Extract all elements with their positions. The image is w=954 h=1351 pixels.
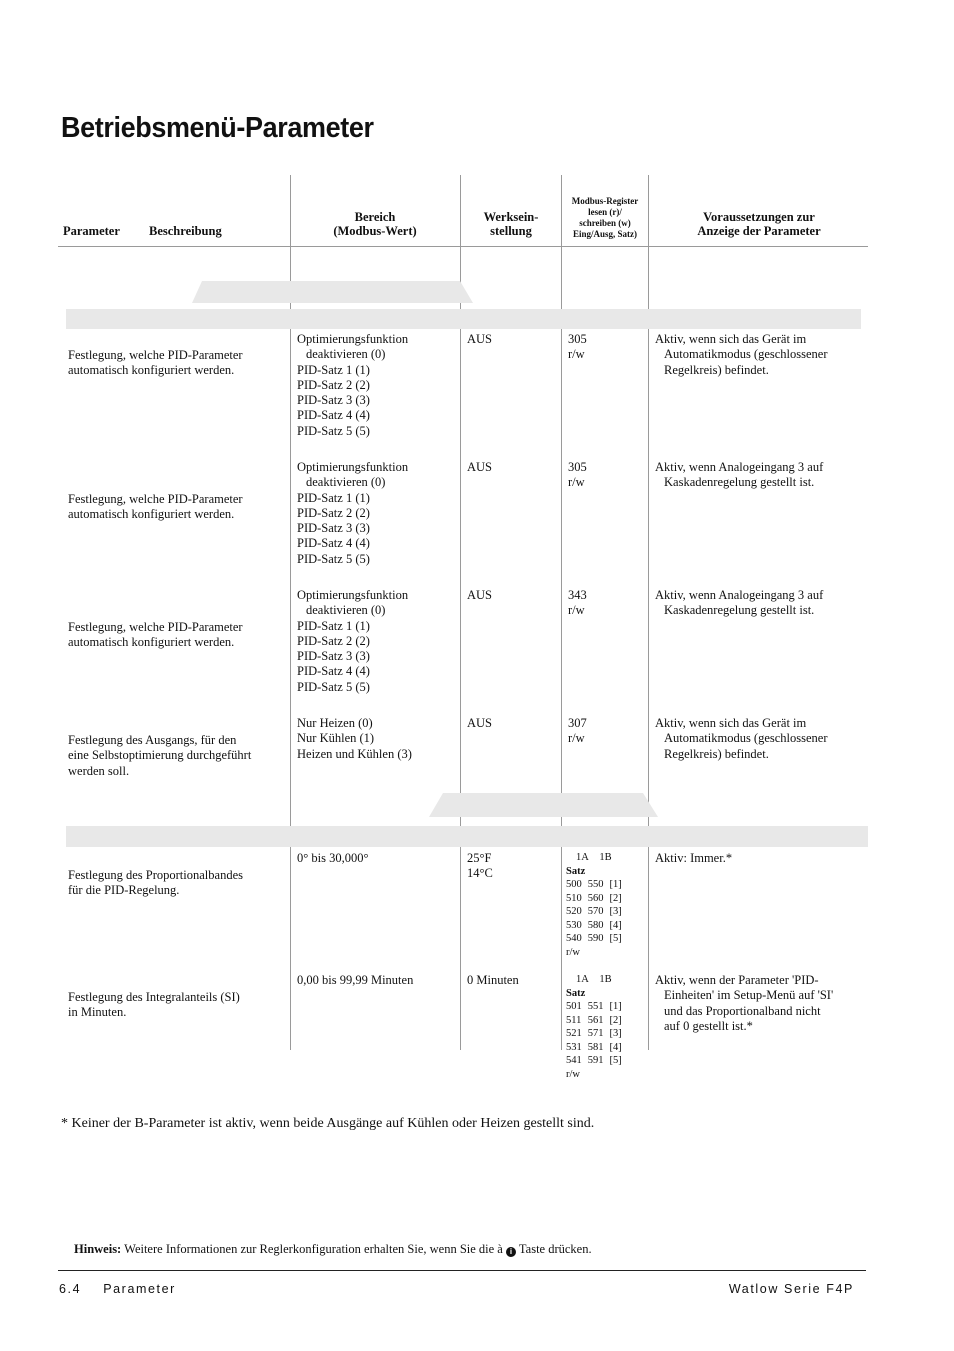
header-default: Werksein- stellung: [483, 210, 539, 238]
row1-default: AUS: [467, 332, 493, 346]
row6-modbus-registers: 1A 1B Satz 501 551 [1] 511 561 [2] 521 571 [3] 531 581 [4] 541 591 [5] r/w: [566, 973, 628, 1081]
header-modbus: Modbus-Register lesen (r)/ schreiben (w) Eing/Ausg, Satz): [571, 196, 639, 239]
register-row: 500 550 [1]: [566, 879, 622, 890]
header-description: Beschreibung: [149, 224, 222, 238]
register-row: 521 571 [3]: [566, 1028, 622, 1039]
row4-modbus: 307 r/w: [568, 716, 587, 746]
header-parameter: Parameter: [63, 224, 120, 238]
row2-range: Optimierungsfunktion deaktivieren (0) PID-Satz 1 (1) PID-Satz 2 (2) PID-Satz 3 (3) PID-Satz 4 (4) PID-Satz 5 (5): [297, 460, 409, 566]
row3-modbus: 343 r/w: [568, 588, 587, 618]
row6-default: 0 Minuten: [467, 973, 519, 987]
row1-condition: Aktiv, wenn sich das Gerät im Automatikmodus (geschlossener Regelkreis) befindet.: [655, 332, 828, 377]
footnote: * Keiner der B-Parameter ist aktiv, wenn beide Ausgänge auf Kühlen oder Heizen gestellt sind.: [61, 1116, 595, 1131]
row1-range: Optimierungsfunktion deaktivieren (0) PID-Satz 1 (1) PID-Satz 2 (2) PID-Satz 3 (3) PID-Satz 4 (4) PID-Satz 5 (5): [297, 332, 409, 438]
register-row: 511 561 [2]: [566, 1014, 622, 1026]
register-row: 501 551 [1]: [566, 1001, 622, 1012]
info-icon: i: [506, 1247, 516, 1257]
page-title: Betriebsmenü-Parameter: [61, 112, 374, 144]
row1-description: Festlegung, welche PID-Parameter automatisch konfiguriert werden.: [68, 348, 243, 378]
footer-section: Parameter: [103, 1282, 176, 1296]
footer-right: Watlow Serie F4P: [728, 1282, 854, 1296]
row4-description: Festlegung des Ausgangs, für den eine Selbstoptimierung durchgeführt werden soll.: [68, 733, 252, 778]
row5-range: 0° bis 30,000°: [297, 851, 369, 865]
row3-range: Optimierungsfunktion deaktivieren (0) PID-Satz 1 (1) PID-Satz 2 (2) PID-Satz 3 (3) PID-Satz 4 (4) PID-Satz 5 (5): [297, 588, 409, 694]
hint-note: [74, 1242, 592, 1257]
footer-left: [59, 1282, 176, 1296]
section-band-1: [66, 309, 861, 329]
row5-default: 25°F 14°C: [467, 851, 493, 881]
row2-modbus: 305 r/w: [568, 460, 587, 490]
section-tab-2: [429, 793, 658, 817]
column-divider: [561, 175, 562, 1050]
register-row: 541 591 [5]: [566, 1055, 622, 1066]
row6-description: Festlegung des Integralanteils (SI) in Minuten.: [68, 990, 240, 1020]
row2-default: AUS: [467, 460, 493, 474]
row4-range: Nur Heizen (0) Nur Kühlen (1) Heizen und Kühlen (3): [297, 716, 412, 761]
register-row: 530 580 [4]: [566, 919, 622, 931]
header-rule: [58, 246, 868, 247]
page-number: 6.4: [59, 1282, 82, 1296]
register-row: 531 581 [4]: [566, 1041, 622, 1053]
footer-rule: [58, 1270, 866, 1271]
register-row: 540 590 [5]: [566, 933, 622, 944]
column-divider: [460, 175, 461, 1050]
column-divider: [290, 175, 291, 1050]
hint-text: Weitere Informationen zur Reglerkonfiguration erhalten Sie, wenn Sie die à: [124, 1242, 503, 1256]
row3-default: AUS: [467, 588, 493, 602]
row5-condition: Aktiv: Immer.*: [655, 851, 733, 865]
header-range: Bereich (Modbus-Wert): [333, 210, 417, 238]
row3-condition: Aktiv, wenn Analogeingang 3 auf Kaskadenregelung gestellt ist.: [655, 588, 824, 618]
row3-description: Festlegung, welche PID-Parameter automatisch konfiguriert werden.: [68, 620, 243, 650]
hint-label: Hinweis:: [74, 1242, 122, 1256]
row5-modbus-registers: 1A 1B Satz 500 550 [1] 510 560 [2] 520 570 [3] 530 580 [4] 540 590 [5] r/w: [566, 851, 628, 959]
row2-description: Festlegung, welche PID-Parameter automatisch konfiguriert werden.: [68, 492, 243, 522]
register-row: 520 570 [3]: [566, 906, 622, 917]
row4-default: AUS: [467, 716, 493, 730]
row2-condition: Aktiv, wenn Analogeingang 3 auf Kaskadenregelung gestellt ist.: [655, 460, 824, 490]
row6-range: 0,00 bis 99,99 Minuten: [297, 973, 414, 987]
column-divider: [648, 175, 649, 1050]
header-conditions: Voraussetzungen zur Anzeige der Parameter: [697, 210, 821, 238]
row4-condition: Aktiv, wenn sich das Gerät im Automatikmodus (geschlossener Regelkreis) befindet.: [655, 716, 828, 761]
register-row: 510 560 [2]: [566, 892, 622, 904]
section-band-2: [66, 826, 868, 847]
row5-description: Festlegung des Proportionalbandes für die PID-Regelung.: [68, 868, 243, 898]
section-tab-1: [192, 281, 473, 303]
hint-text-after: Taste drücken.: [518, 1242, 592, 1256]
row6-condition: Aktiv, wenn der Parameter 'PID- Einheiten' im Setup-Menü auf 'SI' und das Proportionalband nicht auf 0 gestellt ist.*: [655, 973, 834, 1033]
row1-modbus: 305 r/w: [568, 332, 587, 362]
